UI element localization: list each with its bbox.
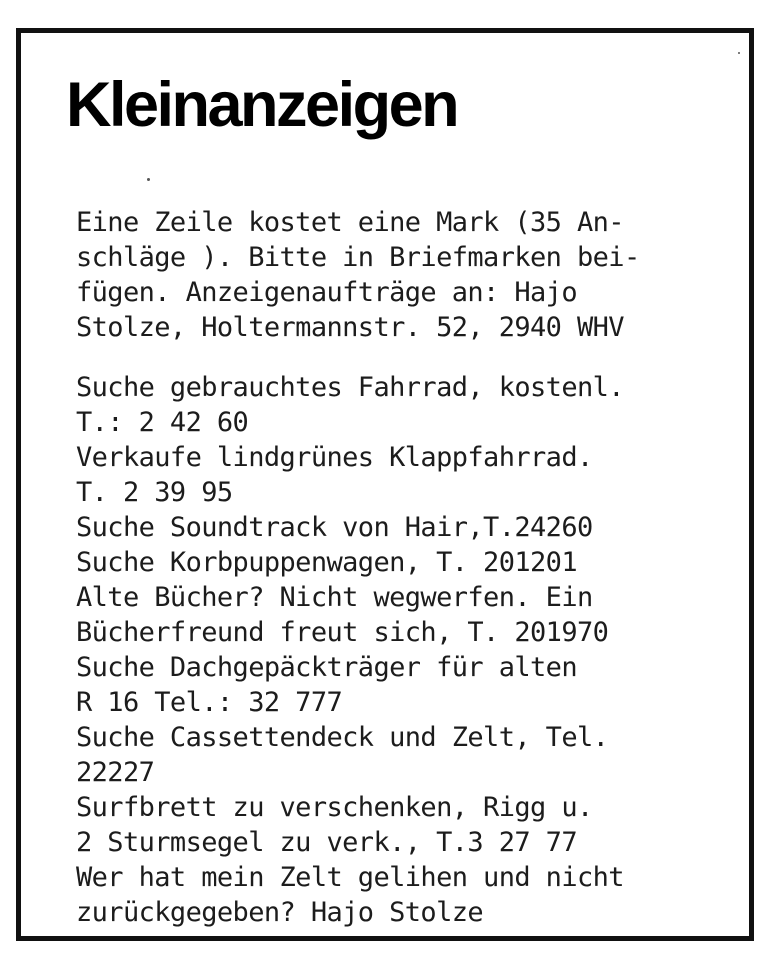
intro-line: Eine Zeile kostet eine Mark (35 An-: [76, 207, 624, 238]
print-speck: [738, 52, 740, 54]
intro-line: fügen. Anzeigenaufträge an: Hajo: [76, 277, 577, 308]
ad-line: Alte Bücher? Nicht wegwerfen. Ein: [76, 582, 593, 613]
ad-line: 22227: [76, 757, 155, 788]
page-title: Kleinanzeigen: [66, 70, 458, 140]
ad-line: T.: 2 42 60: [76, 407, 249, 438]
ad-line: 2 Sturmsegel zu verk., T.3 27 77: [76, 827, 577, 858]
ad-line: T. 2 39 95: [76, 477, 233, 508]
ad-line: R 16 Tel.: 32 777: [76, 687, 343, 718]
ad-line: Surfbrett zu verschenken, Rigg u.: [76, 792, 593, 823]
intro-line: schläge ). Bitte in Briefmarken bei-: [76, 242, 640, 273]
intro-line: Stolze, Holtermannstr. 52, 2940 WHV: [76, 312, 624, 343]
ad-line: Verkaufe lindgrünes Klappfahrrad.: [76, 442, 593, 473]
ad-line: zurückgegeben? Hajo Stolze: [76, 897, 484, 928]
ad-line: Suche Soundtrack von Hair,T.24260: [76, 512, 593, 543]
ad-line: Suche gebrauchtes Fahrrad, kostenl.: [76, 372, 624, 403]
ad-line: Bücherfreund freut sich, T. 201970: [76, 617, 609, 648]
print-speck: [147, 178, 150, 181]
ad-line: Wer hat mein Zelt gelihen und nicht: [76, 862, 624, 893]
ad-line: Suche Korbpuppenwagen, T. 201201: [76, 547, 577, 578]
intro-paragraph: [76, 205, 640, 345]
ad-line: Suche Dachgepäckträger für alten: [76, 652, 577, 683]
classified-ads-list: [76, 370, 624, 930]
ad-line: Suche Cassettendeck und Zelt, Tel.: [76, 722, 609, 753]
